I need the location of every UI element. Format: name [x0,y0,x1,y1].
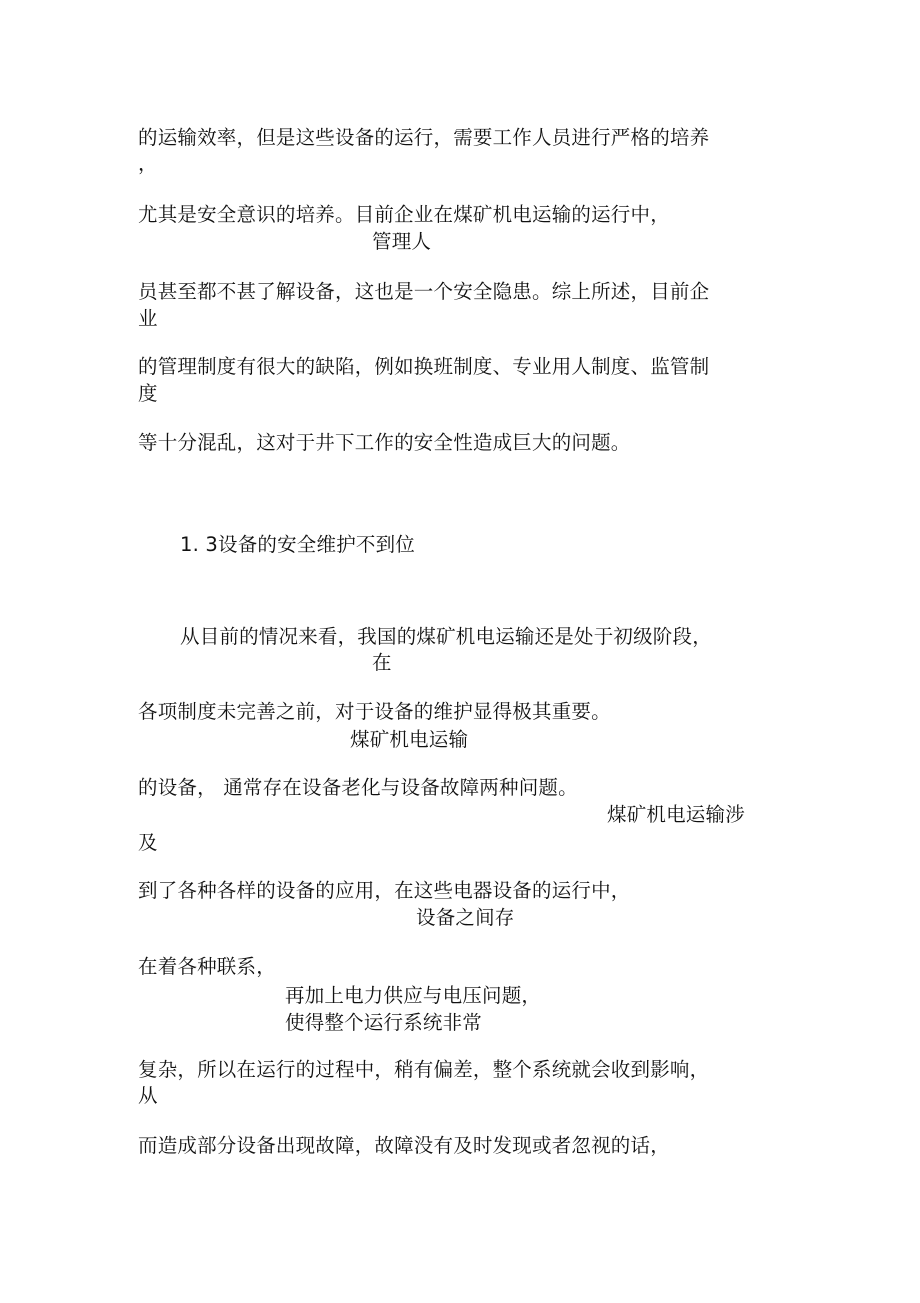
text-line: 的运输效率，但是这些设备的运行，需要工作人员进行严格的培养 [138,126,710,149]
text-line: 使得整个运行系统非常 [285,1011,483,1034]
text-line: 煤矿机电运输涉 [607,803,745,826]
text-line: 等十分混乱，这对于井下工作的安全性造成巨大的问题。 [138,431,631,454]
text-line: ， [138,152,158,175]
text-line: 尤其是安全意识的培养。目前企业在煤矿机电运输的运行中， [138,203,670,226]
text-line: 的设备， 通常存在设备老化与设备故障两种问题。 [138,776,578,799]
text-line: 设备之间存 [416,906,515,929]
text-line: 在着各种联系， [138,955,276,978]
text-line: 度 [138,382,158,405]
text-line: 业 [138,307,158,330]
section-heading: 1. 3设备的安全维护不到位 [180,533,416,556]
text-line: 再加上电力供应与电压问题， [285,984,542,1007]
text-line: 从目前的情况来看，我国的煤矿机电运输还是处于初级阶段， [180,625,712,648]
text-line: 从 [138,1084,158,1107]
text-line: 在 [372,651,392,674]
text-line: 员甚至都不甚了解设备，这也是一个安全隐患。综上所述，目前企 [138,280,710,303]
text-line: 而造成部分设备出现故障，故障没有及时发现或者忽视的话， [138,1134,670,1157]
text-line: 管理人 [372,230,432,253]
text-line: 的管理制度有很大的缺陷，例如换班制度、专业用人制度、监管制 [138,355,710,378]
text-line: 到了各种各样的设备的应用，在这些电器设备的运行中， [138,879,631,902]
text-line: 各项制度未完善之前，对于设备的维护显得极其重要。 [138,700,611,723]
text-line: 及 [138,831,158,854]
text-line: 煤矿机电运输 [350,728,469,751]
text-line: 复杂，所以在运行的过程中，稍有偏差，整个系统就会收到影响， [138,1058,710,1081]
